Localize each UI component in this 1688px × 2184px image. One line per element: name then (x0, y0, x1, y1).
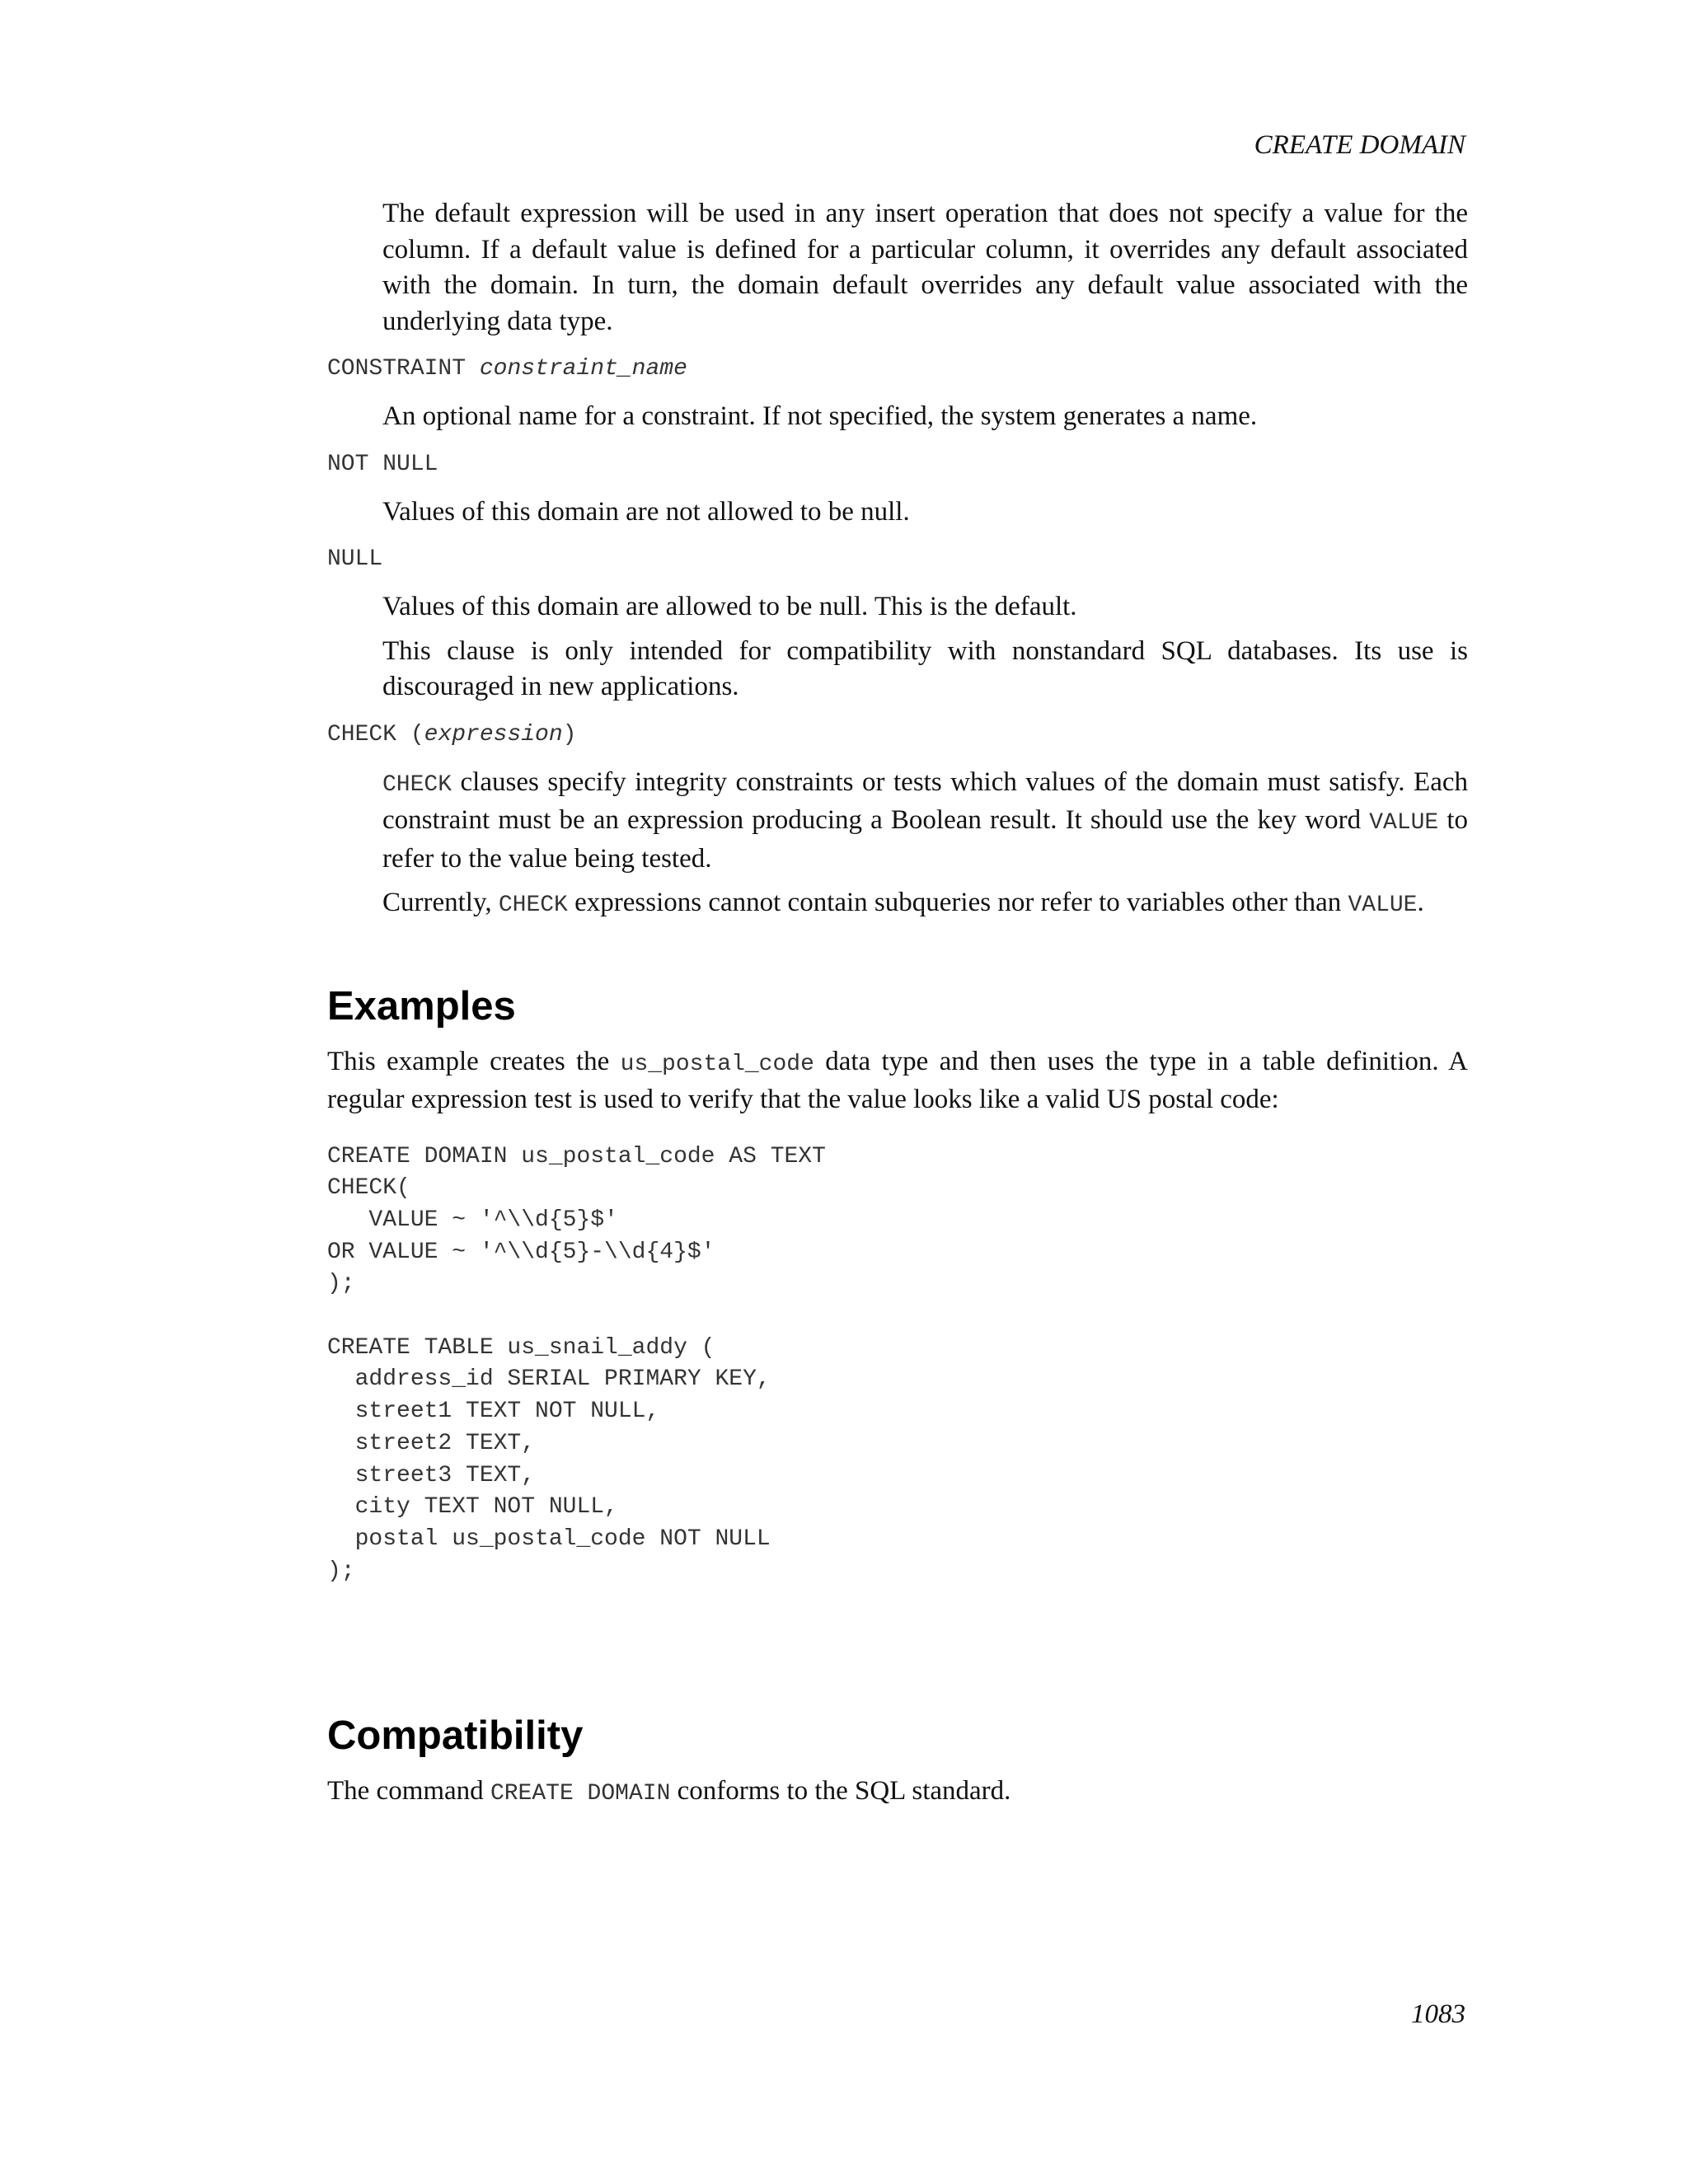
examples-intro (327, 1044, 1468, 1118)
term-keyword: CONSTRAINT (327, 356, 467, 382)
text-run: clauses specify integrity constraints or tests which values of the domain must satisfy. Each constraint must be an expression producing a Boolean result. It should use the key word (382, 766, 1468, 835)
text-run: Currently, (382, 888, 499, 917)
term-keyword: CHECK ( (327, 721, 424, 748)
term-null: NULL (327, 546, 383, 572)
examples-heading: Examples (327, 983, 516, 1029)
inline-code: CREATE DOMAIN (490, 1781, 671, 1807)
page-number: 1083 (1411, 1999, 1465, 2029)
term-close-paren: ) (562, 721, 577, 748)
text-run: The command (327, 1776, 490, 1807)
inline-code: CHECK (498, 893, 568, 918)
term-check (327, 719, 1468, 752)
inline-code: VALUE (1348, 893, 1418, 918)
inline-code: VALUE (1369, 810, 1439, 836)
term-argument: expression (424, 721, 563, 748)
check-description (382, 765, 1468, 878)
text-run: to refer to the value being tested. (382, 805, 1469, 874)
check-limitation-note (382, 885, 1468, 924)
null-compat-note: This clause is only intended for compatibility with nonstandard SQL databases. Its use is discouraged in new applications. (382, 635, 1468, 701)
null-description: Values of this domain are allowed to be null. This is the default. (382, 592, 1077, 621)
page-content (327, 196, 1468, 1812)
term-not-null: NOT NULL (327, 451, 438, 477)
compatibility-heading: Compatibility (327, 1713, 584, 1759)
default-description: The default expression will be used in any insert operation that does not specify a value for the column. If a default value is defined for a particular column, it overrides any default associated with the domain. In turn, the domain default overrides any default value associated with the underlying data type. (382, 199, 1468, 336)
term-constraint (327, 353, 1468, 386)
not-null-description: Values of this domain are not allowed to be null. (382, 496, 910, 527)
constraint-description: An optional name for a constraint. If not specified, the system generates a name. (382, 401, 1258, 431)
inline-code: CHECK (382, 771, 452, 798)
compatibility-text (327, 1774, 1468, 1812)
text-run: conforms to the SQL standard. (670, 1776, 1011, 1807)
text-run: This example creates the (327, 1046, 621, 1076)
text-run: . (1417, 888, 1424, 917)
term-argument: constraint_name (479, 356, 687, 382)
example-code-block: CREATE DOMAIN us_postal_code AS TEXT CHECK( VALUE ~ '^\\d{5}$' OR VALUE ~ '^\\d{5}-\\d{4}$' ); CREATE TABLE us_snail_addy ( address_id SERIAL PRIMARY KEY, street1 TEXT NOT NULL, street2 TEXT, street3 TEXT, city TEXT NOT NULL, postal us_postal_code NOT NULL ); (327, 1143, 826, 1584)
text-run: expressions cannot contain subqueries nor refer to variables other than (567, 888, 1348, 917)
running-header: CREATE DOMAIN (1254, 130, 1465, 160)
inline-code: us_postal_code (620, 1051, 814, 1077)
text-run: data type and then uses the type in a table definition. A regular expression test is used to verify that the value looks like a valid US postal code: (327, 1046, 1468, 1114)
